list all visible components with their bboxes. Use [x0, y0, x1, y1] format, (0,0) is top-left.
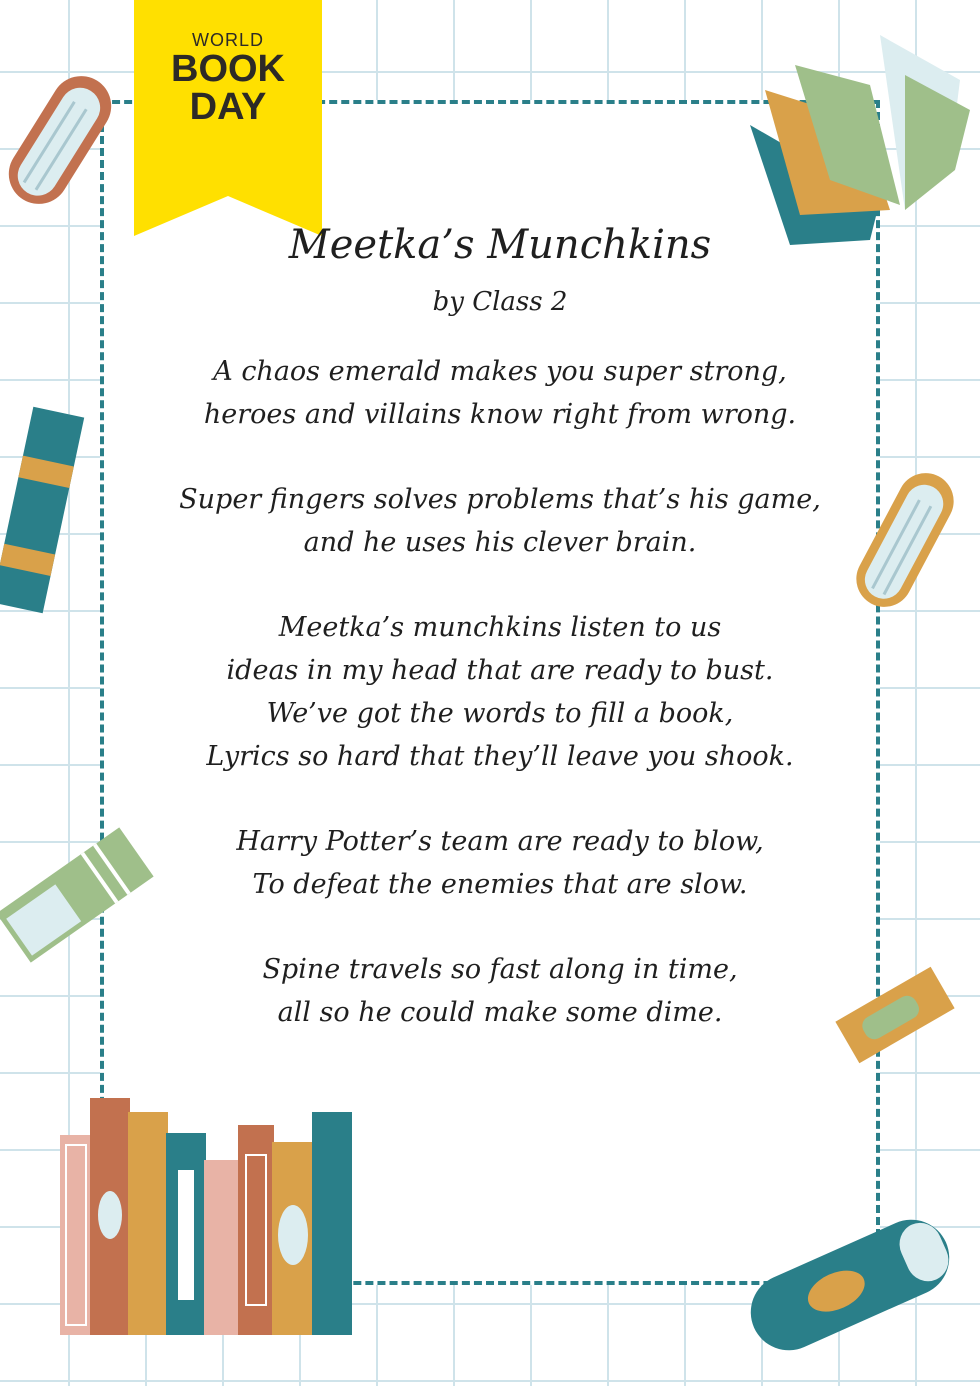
poem-line: Meetka’s munchkins listen to us [278, 612, 722, 643]
poem-title: Meetka’s Munchkins [288, 222, 712, 268]
poem-line: ideas in my head that are ready to bust. [226, 655, 774, 686]
stanza [120, 478, 880, 564]
poem-line: all so he could make some dime. [277, 997, 723, 1028]
poem-byline: by Class 2 [432, 287, 568, 317]
stanza [120, 820, 880, 906]
stanza [120, 350, 880, 436]
book-stack-icon [60, 1098, 352, 1335]
poem-line: A chaos emerald makes you super strong, [213, 356, 787, 387]
poem-line: We’ve got the words to fill a book, [266, 698, 734, 729]
tilted-book-icon [0, 65, 123, 216]
logo-book-text: BOOK [171, 48, 285, 90]
poem-line: Spine travels so fast along in time, [262, 954, 738, 985]
poem-line: Lyrics so hard that they’ll leave you shook. [206, 741, 794, 772]
poem-line: Harry Potter’s team are ready to blow, [236, 826, 764, 857]
stanza [120, 948, 880, 1034]
poem-line: heroes and villains know right from wrong. [203, 399, 797, 430]
lying-book-icon [739, 1208, 962, 1363]
poem-line: To defeat the enemies that are slow. [252, 869, 748, 900]
spine-book-icon [0, 407, 84, 613]
logo-world-text: WORLD [192, 30, 264, 50]
poem-line: and he uses his clever brain. [303, 527, 697, 558]
stanza [120, 606, 880, 778]
poem-body [120, 350, 880, 1076]
logo-day-text: DAY [189, 86, 267, 128]
open-book-icon [750, 35, 970, 245]
poem-line: Super fingers solves problems that’s his game, [179, 484, 821, 515]
